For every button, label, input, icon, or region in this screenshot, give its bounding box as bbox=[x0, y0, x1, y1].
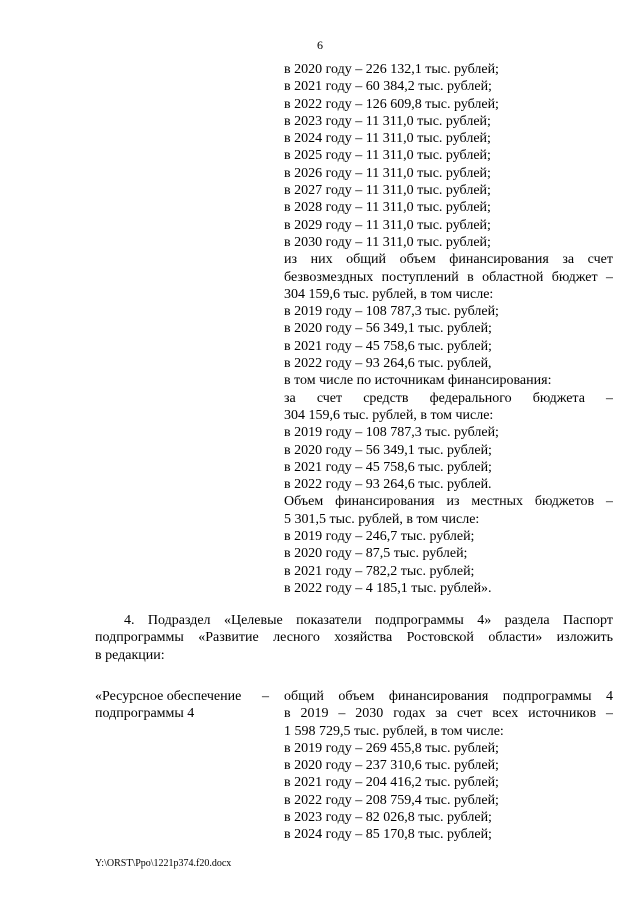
resource-label-line: подпрограммы 4 bbox=[95, 706, 195, 722]
text-line: в 2021 году – 782,2 тыс. рублей; bbox=[284, 563, 475, 579]
file-path-footer: Y:\ORST\Ppo\1221p374.f20.docx bbox=[95, 858, 232, 869]
text-line: в 2020 году – 56 349,1 тыс. рублей; bbox=[284, 321, 492, 337]
text-line: в 2023 году – 82 026,8 тыс. рублей; bbox=[284, 810, 492, 826]
text-line: в редакции: bbox=[95, 647, 165, 663]
text-line: в 2019 году – 246,7 тыс. рублей; bbox=[284, 529, 475, 545]
text-line: в 2030 году – 11 311,0 тыс. рублей; bbox=[284, 234, 491, 250]
text-line: в 2021 году – 45 758,6 тыс. рублей; bbox=[284, 338, 492, 354]
text-line: в 2019 году – 108 787,3 тыс. рублей; bbox=[284, 304, 499, 320]
text-line: в 2022 году – 93 264,6 тыс. рублей, bbox=[284, 356, 492, 372]
text-line: в 2019 году – 108 787,3 тыс. рублей; bbox=[284, 425, 499, 441]
text-line: в 2020 году – 56 349,1 тыс. рублей; bbox=[284, 442, 492, 458]
text-line: в 2022 году – 4 185,1 тыс. рублей». bbox=[284, 580, 492, 596]
text-line: Объем финансирования из местных бюджетов – bbox=[284, 494, 613, 510]
text-line: 304 159,6 тыс. рублей, в том числе: bbox=[284, 407, 494, 423]
text-line: в 2020 году – 226 132,1 тыс. рублей; bbox=[284, 62, 499, 77]
text-line: в 2019 году – 269 455,8 тыс. рублей; bbox=[284, 740, 499, 756]
text-line: 304 159,6 тыс. рублей, в том числе: bbox=[284, 286, 494, 302]
text-line: в 2027 году – 11 311,0 тыс. рублей; bbox=[284, 183, 491, 199]
text-line: в 2022 году – 93 264,6 тыс. рублей. bbox=[284, 477, 492, 493]
text-line: в 2022 году – 126 609,8 тыс. рублей; bbox=[284, 96, 499, 112]
resource-label bbox=[95, 688, 241, 723]
text-line: в 2020 году – 237 310,6 тыс. рублей; bbox=[284, 758, 499, 774]
resource-label-line: «Ресурсное обеспечение bbox=[95, 689, 242, 704]
text-line: в 2029 году – 11 311,0 тыс. рублей; bbox=[284, 217, 491, 233]
text-line: в 2021 году – 60 384,2 тыс. рублей; bbox=[284, 79, 492, 95]
text-line: из них общий объем финансирования за счет bbox=[284, 252, 613, 268]
text-line: в 2019 – 2030 годах за счет всех источников – bbox=[284, 706, 613, 722]
text-line: в 2023 году – 11 311,0 тыс. рублей; bbox=[284, 113, 491, 129]
text-line: в 2021 году – 45 758,6 тыс. рублей; bbox=[284, 459, 492, 475]
resource-funding-block bbox=[284, 688, 613, 844]
text-line: 5 301,5 тыс. рублей, в том числе: bbox=[284, 511, 480, 527]
text-line: в 2024 году – 85 170,8 тыс. рублей; bbox=[284, 827, 492, 843]
text-line: в 2022 году – 208 759,4 тыс. рублей; bbox=[284, 792, 499, 808]
text-line: в 2020 году – 87,5 тыс. рублей; bbox=[284, 546, 468, 562]
text-line: подпрограммы «Развитие лесного хозяйства Ростовской области» изложить bbox=[95, 630, 613, 646]
resource-dash: – bbox=[262, 689, 269, 704]
amendment-paragraph bbox=[95, 612, 613, 664]
funding-block-continued bbox=[284, 61, 613, 597]
text-line: в том числе по источникам финансирования: bbox=[284, 373, 552, 389]
page-number: 6 bbox=[317, 38, 323, 52]
text-line: в 2026 году – 11 311,0 тыс. рублей; bbox=[284, 165, 491, 181]
text-line: в 2024 году – 11 311,0 тыс. рублей; bbox=[284, 131, 491, 147]
text-line: в 2025 году – 11 311,0 тыс. рублей; bbox=[284, 148, 491, 164]
text-line: безвозмездных поступлений в областной бюджет – bbox=[284, 269, 613, 285]
text-line: за счет средств федерального бюджета – bbox=[284, 390, 613, 406]
text-line: в 2028 году – 11 311,0 тыс. рублей; bbox=[284, 200, 491, 216]
text-line: в 2021 году – 204 416,2 тыс. рублей; bbox=[284, 775, 499, 791]
text-line: 1 598 729,5 тыс. рублей, в том числе: bbox=[284, 723, 504, 739]
text-line: 4. Подраздел «Целевые показатели подпрограммы 4» раздела Паспорт bbox=[124, 613, 613, 628]
text-line: общий объем финансирования подпрограммы 4 bbox=[284, 689, 613, 704]
